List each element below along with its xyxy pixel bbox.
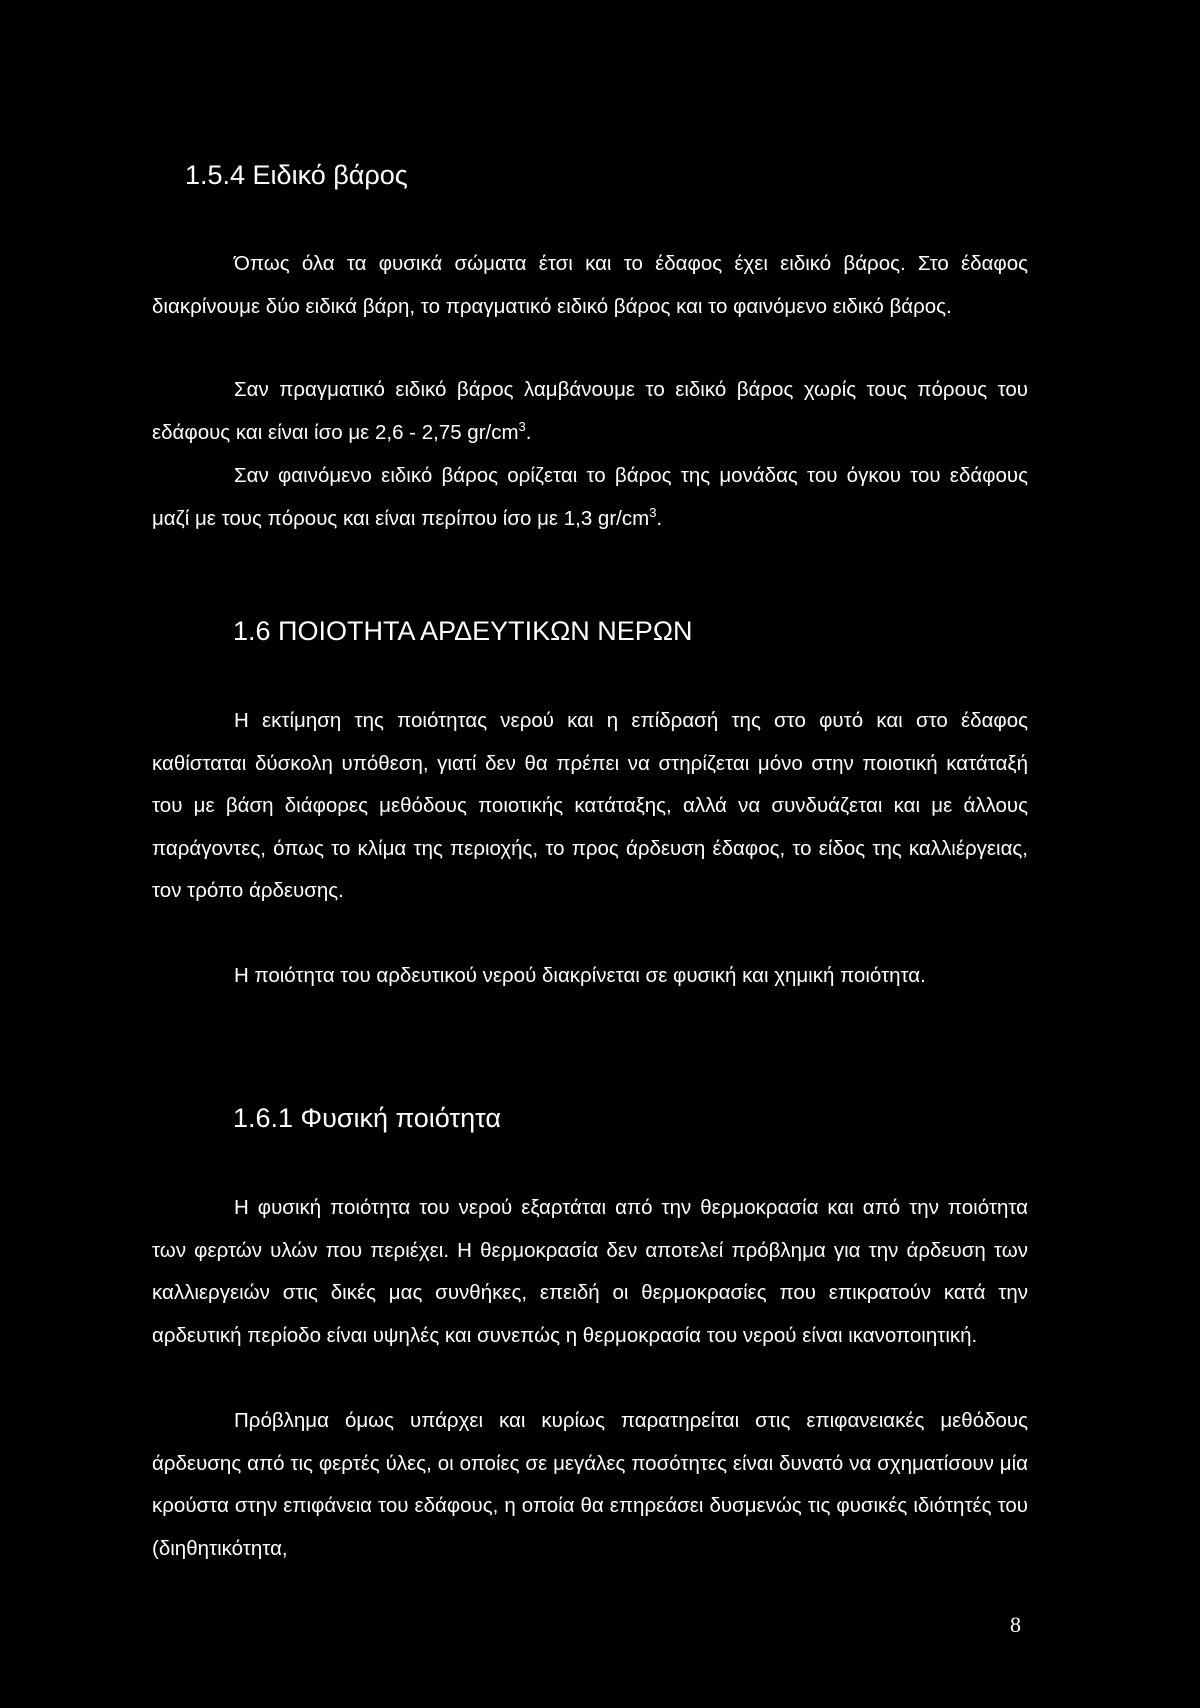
superscript-exponent: 3 <box>518 418 526 434</box>
paragraph-physical-quality: Η φυσική ποιότητα του νερού εξαρτάται από την θερμοκρασία και από την ποιότητα των φερτών υλών που περιέχει. Η θερμοκρασία δεν αποτελεί πρόβλημα για την άρδευση των καλλιεργειών στις δικές μας συνθήκες, επειδή οι θερμοκρασίες που επικρατούν κατά την αρδευτική περίοδο είναι υψηλές και συνεπώς η θερμοκρασία του νερού είναι ικανοποιητική. <box>152 1196 1028 1347</box>
section-heading-1-6-1: 1.6.1 Φυσική ποιότητα <box>233 1103 502 1133</box>
paragraph-water-quality-assessment: Η εκτίμηση της ποιότητας νερού και η επίδρασή της στο φυτό και στο έδαφος καθίσταται δύσκολη υπόθεση, γιατί δεν θα πρέπει να στηρίζεται μόνο στην ποιοτική κατάταξή του με βάση διάφορες μεθόδους ποιοτικής κατάταξης, αλλά να συνδυάζεται και με άλλους παράγοντες, όπως το κλίμα της περιοχής, το προς άρδευση έδαφος, το είδος της καλλιέργειας, τον τρόπο άρδευσης. <box>152 709 1028 902</box>
paragraph-real-specific-weight-text: Σαν πραγματικό ειδικό βάρος λαμβάνουμε το ειδικό βάρος χωρίς τους πόρους του εδάφους και είναι ίσο με 2,6 - 2,75 gr/cm <box>152 378 1028 444</box>
paragraph-water-quality-types: Η ποιότητα του αρδευτικού νερού διακρίνεται σε φυσική και χημική ποιότητα. <box>234 964 926 987</box>
paragraph-apparent-specific-weight-text: Σαν φαινόμενο ειδικό βάρος ορίζεται το βάρος της μονάδας του όγκου του εδάφους μαζί με τους πόρους και είναι περίπου ίσο με 1,3 gr/cm <box>152 464 1028 530</box>
sentence-period: . <box>525 420 532 444</box>
page-number: 8 <box>1010 1612 1021 1637</box>
paragraph-apparent-specific-weight <box>152 455 1028 540</box>
superscript-exponent: 3 <box>649 504 657 520</box>
paragraph-specific-weight-intro: Όπως όλα τα φυσικά σώματα έτσι και το έδαφος έχει ειδικό βάρος. Στο έδαφος διακρίνουμε δύο ειδικά βάρη, το πραγματικό ειδικό βάρος και το φαινόμενο ειδικό βάρος. <box>152 252 1028 318</box>
section-heading-1-6: 1.6 ΠΟΙΟΤΗΤΑ ΑΡΔΕΥΤΙΚΩΝ ΝΕΡΩΝ <box>233 616 693 646</box>
sentence-period: . <box>656 506 663 530</box>
paragraph-suspended-solids-problem: Πρόβλημα όμως υπάρχει και κυρίως παρατηρείται στις επιφανειακές μεθόδους άρδευσης από τις φερτές ύλες, οι οποίες σε μεγάλες ποσότητες είναι δυνατό να σχηματίσουν μία κρούστα στην επιφάνεια του εδάφους, η οποία θα επηρεάσει δυσμενώς τις φυσικές ιδιότητές του (διηθητικότητα, <box>152 1409 1028 1560</box>
paragraph-real-specific-weight <box>152 369 1028 454</box>
section-heading-1-5-4: 1.5.4 Ειδικό βάρος <box>185 160 408 190</box>
